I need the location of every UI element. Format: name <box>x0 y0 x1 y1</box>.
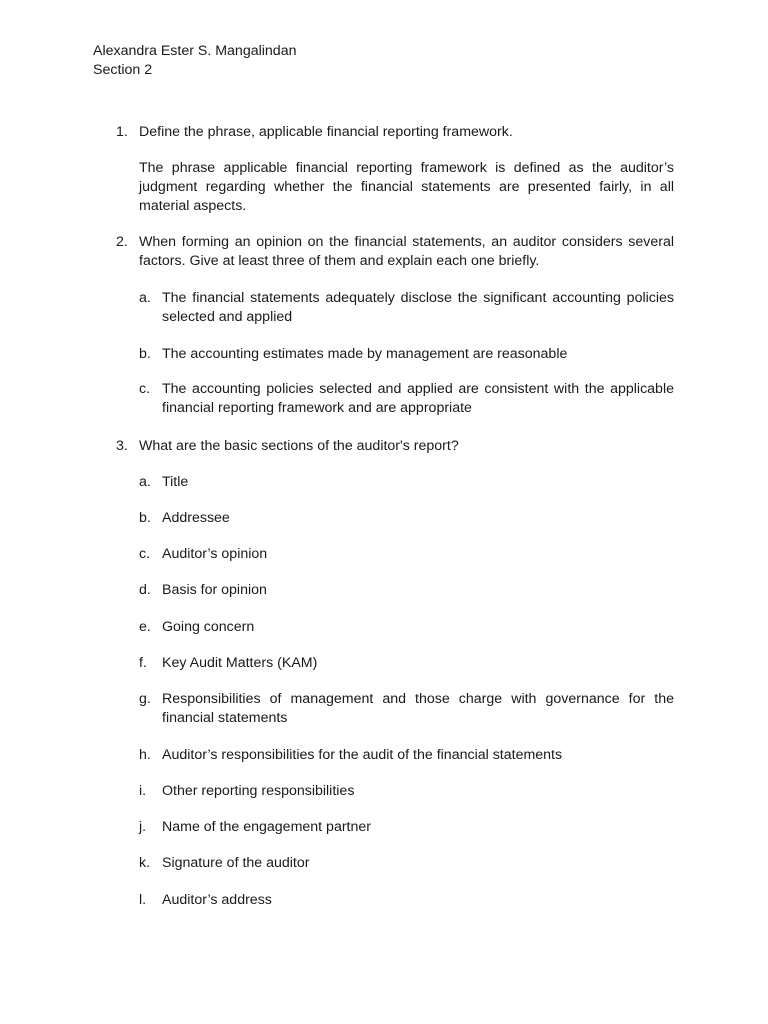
item-text: Going concern <box>162 619 255 635</box>
list-item <box>139 509 674 528</box>
item-text: Name of the engagement partner <box>162 819 372 835</box>
item-letter: a. <box>139 474 151 490</box>
question-2 <box>116 233 674 271</box>
item-text: Auditor’s address <box>162 892 272 908</box>
item-letter: i. <box>139 783 147 799</box>
item-text: Title <box>162 474 189 490</box>
list-item <box>139 581 674 600</box>
item-text: Other reporting responsibilities <box>162 783 355 799</box>
item-text: Basis for opinion <box>162 582 267 598</box>
list-item <box>139 818 674 837</box>
list-item <box>139 380 674 418</box>
item-text: The accounting policies selected and applied are consistent with the applicable financial reporting framework and are appropriate <box>162 381 674 416</box>
author-name: Alexandra Ester S. Mangalindan <box>93 43 297 59</box>
item-letter: b. <box>139 346 151 362</box>
item-letter: f. <box>139 655 147 671</box>
item-text: Responsibilities of management and those charge with governance for the financial statements <box>162 691 674 726</box>
item-letter: g. <box>139 691 151 707</box>
question-text: When forming an opinion on the financial statements, an auditor considers several factors. Give at least three of them and explain each one briefly. <box>139 234 674 269</box>
list-item <box>139 473 674 492</box>
item-text: Auditor’s responsibilities for the audit of the financial statements <box>162 747 563 763</box>
list-item <box>139 289 674 327</box>
question-text: Define the phrase, applicable financial reporting framework. <box>139 124 513 140</box>
list-item <box>139 690 674 728</box>
item-letter: e. <box>139 619 151 635</box>
item-letter: c. <box>139 381 151 397</box>
question-number: 1. <box>116 124 128 140</box>
item-letter: j. <box>139 819 147 835</box>
list-item <box>139 891 674 910</box>
list-item <box>139 545 674 564</box>
question-number: 2. <box>116 234 128 250</box>
question-1 <box>116 123 674 142</box>
question-number: 3. <box>116 438 128 454</box>
item-text: The financial statements adequately disclose the significant accounting policies selected and applied <box>162 290 674 325</box>
section-label: Section 2 <box>93 62 153 78</box>
list-item <box>139 746 674 765</box>
question-text: What are the basic sections of the auditor's report? <box>139 438 459 454</box>
item-letter: k. <box>139 855 151 871</box>
item-letter: a. <box>139 290 151 306</box>
answer-1: The phrase applicable financial reporting framework is defined as the auditor’s judgment regarding whether the financial statements are presented fairly, in all material aspects. <box>139 160 674 214</box>
item-letter: d. <box>139 582 151 598</box>
item-letter: l. <box>139 892 147 908</box>
item-letter: h. <box>139 747 151 763</box>
item-text: Auditor’s opinion <box>162 546 268 562</box>
item-letter: c. <box>139 546 151 562</box>
item-letter: b. <box>139 510 151 526</box>
question-3 <box>116 437 674 456</box>
item-text: Signature of the auditor <box>162 855 310 871</box>
item-text: Addressee <box>162 510 230 526</box>
list-item <box>139 782 674 801</box>
list-item <box>139 618 674 637</box>
document-header <box>93 42 296 80</box>
item-text: Key Audit Matters (KAM) <box>162 655 318 671</box>
list-item <box>139 345 674 364</box>
list-item <box>139 854 674 873</box>
list-item <box>139 654 674 673</box>
item-text: The accounting estimates made by management are reasonable <box>162 346 568 362</box>
